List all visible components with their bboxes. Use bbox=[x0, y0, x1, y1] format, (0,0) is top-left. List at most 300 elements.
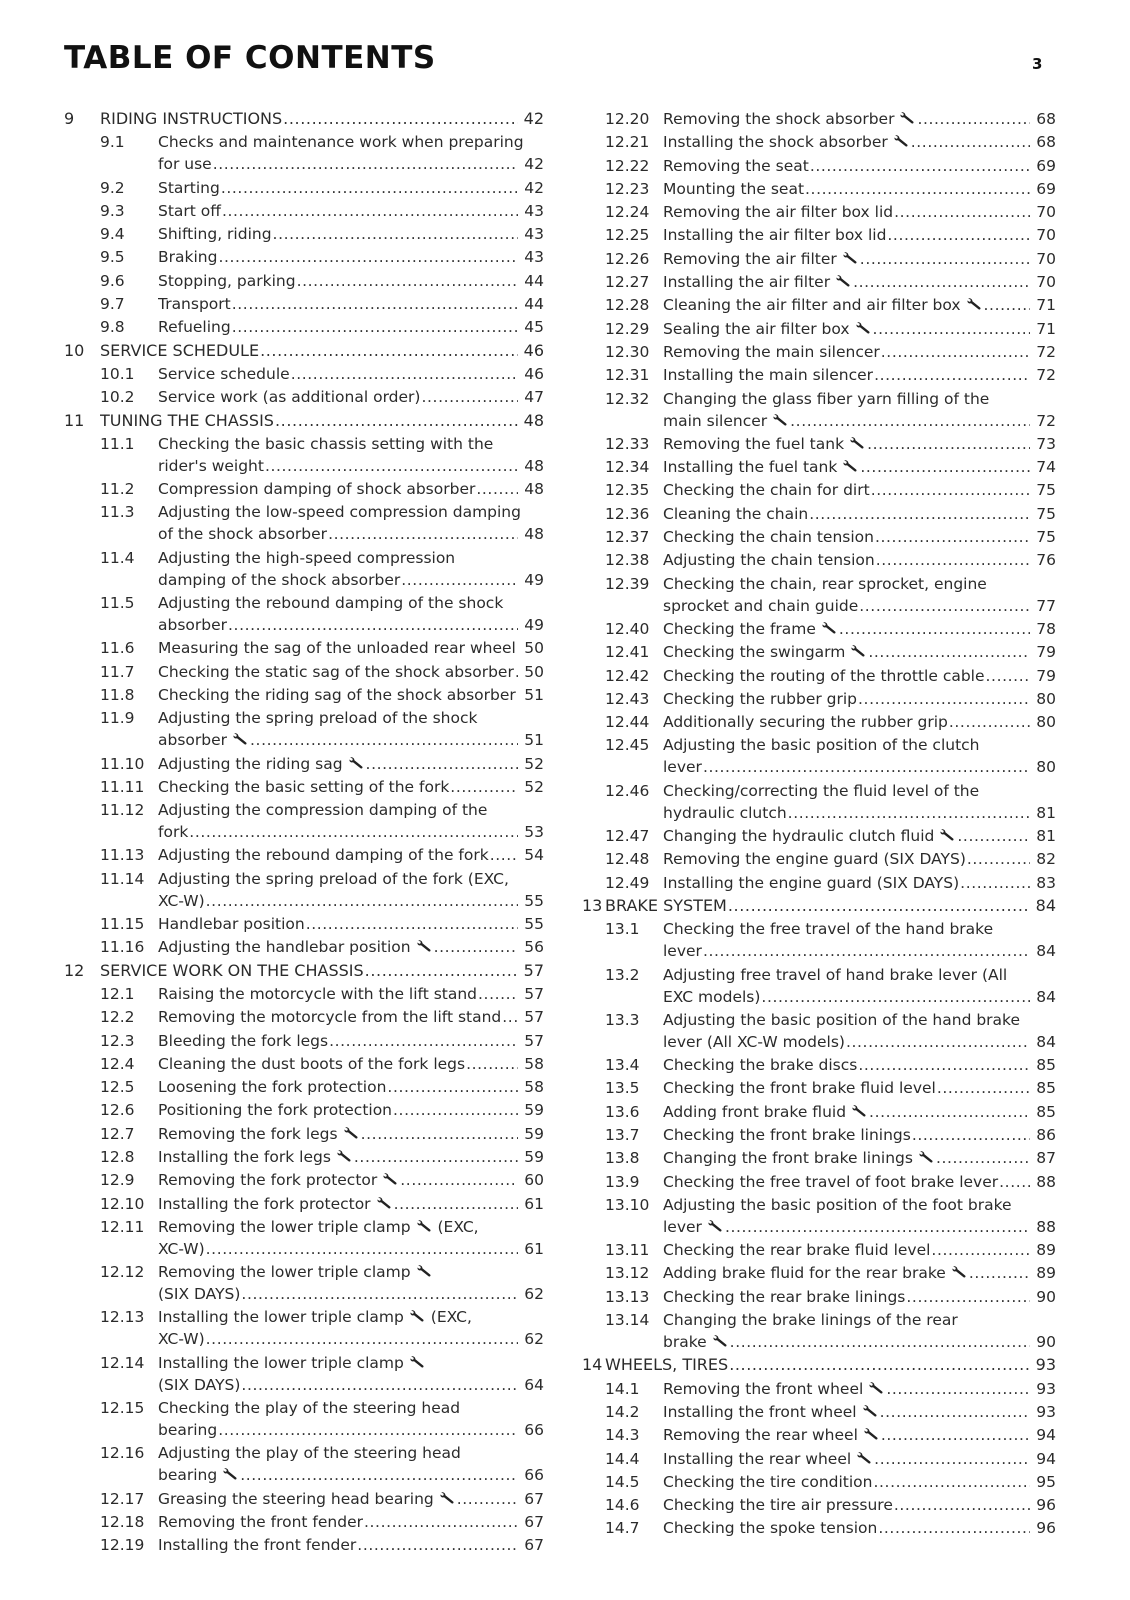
entry-number: 11.7 bbox=[100, 662, 135, 681]
toc-entry[interactable] bbox=[582, 872, 1056, 894]
entry-number: 14.3 bbox=[605, 1426, 640, 1445]
wrench-icon bbox=[835, 274, 852, 288]
toc-entry[interactable] bbox=[582, 178, 1056, 200]
entry-text: Cleaning the air filter and air filter box bbox=[663, 296, 961, 315]
entry-text: Installing the shock absorber bbox=[663, 133, 888, 152]
entry-page: 83 bbox=[1036, 873, 1056, 892]
entry-text: Adjusting the handlebar position bbox=[158, 938, 411, 957]
entry-number: 12.42 bbox=[605, 666, 650, 685]
entry-text: EXC models) bbox=[663, 987, 761, 1006]
toc-entry[interactable] bbox=[582, 294, 1056, 316]
entry-page: 42 bbox=[524, 155, 544, 174]
toc-entry[interactable] bbox=[582, 131, 1056, 153]
toc-entry[interactable] bbox=[582, 108, 1056, 130]
entry-text: WHEELS, TIRES bbox=[605, 1355, 729, 1375]
toc-entry[interactable] bbox=[582, 1286, 1056, 1308]
wrench-icon bbox=[772, 413, 789, 427]
entry-page: 79 bbox=[1036, 643, 1056, 662]
toc-entry[interactable] bbox=[64, 246, 544, 268]
dot-leader bbox=[860, 456, 1030, 478]
entry-text: Starting bbox=[158, 178, 220, 197]
dot-leader bbox=[515, 661, 518, 683]
toc-entry[interactable] bbox=[64, 799, 544, 843]
toc-entry[interactable] bbox=[64, 1511, 544, 1533]
toc-entry[interactable] bbox=[64, 592, 544, 636]
dot-leader bbox=[937, 1077, 1030, 1099]
toc-section[interactable] bbox=[64, 410, 544, 432]
entry-number: 12.8 bbox=[100, 1147, 135, 1166]
entry-page: 89 bbox=[1036, 1264, 1056, 1283]
wrench-icon bbox=[348, 756, 365, 770]
toc-section[interactable] bbox=[582, 895, 1056, 917]
toc-entry[interactable] bbox=[64, 1076, 544, 1098]
entry-text: Adjusting the basic position of the clutch bbox=[663, 736, 980, 755]
toc-entry[interactable] bbox=[64, 1442, 544, 1486]
toc-entry[interactable] bbox=[582, 688, 1056, 710]
toc-entry[interactable] bbox=[582, 618, 1056, 640]
toc-entry[interactable] bbox=[582, 1401, 1056, 1423]
toc-entry[interactable] bbox=[64, 363, 544, 385]
toc-entry[interactable] bbox=[582, 711, 1056, 733]
toc-entry[interactable] bbox=[64, 547, 544, 591]
entry-page: 45 bbox=[524, 318, 544, 337]
entry-text: Checking the tire air pressure bbox=[663, 1496, 893, 1515]
entry-text: Adding brake fluid for the rear brake bbox=[663, 1264, 946, 1283]
entry-number: 12 bbox=[64, 960, 85, 980]
toc-entry[interactable] bbox=[64, 684, 544, 706]
toc-entry[interactable] bbox=[582, 503, 1056, 525]
dot-leader bbox=[949, 711, 1030, 733]
entry-number: 9.1 bbox=[100, 133, 125, 152]
toc-entry[interactable] bbox=[64, 200, 544, 222]
toc-entry[interactable] bbox=[64, 776, 544, 798]
dot-leader bbox=[881, 1424, 1030, 1446]
toc-entry[interactable] bbox=[64, 501, 544, 545]
dot-leader bbox=[364, 1511, 518, 1533]
entry-number: 13.4 bbox=[605, 1056, 640, 1075]
entry-text: of the shock absorber bbox=[158, 525, 328, 544]
toc-entry[interactable] bbox=[582, 1471, 1056, 1493]
entry-text: Checking the chain tension bbox=[663, 528, 874, 547]
dot-leader bbox=[478, 983, 518, 1005]
entry-text: Removing the lower triple clamp bbox=[158, 1217, 411, 1236]
toc-entry[interactable] bbox=[64, 1030, 544, 1052]
entry-number: 12.6 bbox=[100, 1101, 135, 1120]
toc-entry[interactable] bbox=[582, 734, 1056, 778]
entry-page: 84 bbox=[1035, 895, 1056, 915]
entry-number: 14.6 bbox=[605, 1496, 640, 1515]
dot-leader bbox=[858, 688, 1030, 710]
dot-leader bbox=[839, 618, 1030, 640]
entry-number: 12.36 bbox=[605, 504, 650, 523]
entry-text: Checking the spoke tension bbox=[663, 1519, 878, 1538]
dot-leader bbox=[434, 936, 518, 958]
dot-leader bbox=[960, 872, 1030, 894]
entry-page: 80 bbox=[1036, 758, 1056, 777]
entry-number: 14.1 bbox=[605, 1379, 640, 1398]
toc-entry[interactable] bbox=[582, 1101, 1056, 1123]
dot-leader bbox=[206, 1238, 518, 1260]
dot-leader bbox=[291, 363, 518, 385]
entry-number: 14.2 bbox=[605, 1402, 640, 1421]
toc-section[interactable] bbox=[64, 340, 544, 362]
toc-entry[interactable] bbox=[582, 271, 1056, 293]
toc-entry[interactable] bbox=[64, 1193, 544, 1215]
entry-page: 93 bbox=[1036, 1379, 1056, 1398]
entry-number: 11.2 bbox=[100, 480, 135, 499]
toc-entry[interactable] bbox=[64, 637, 544, 659]
toc-entry[interactable] bbox=[64, 707, 544, 751]
wrench-icon bbox=[382, 1172, 399, 1186]
entry-text: Checking the tire condition bbox=[663, 1472, 873, 1491]
entry-text: Checking/correcting the fluid level of the bbox=[663, 781, 980, 800]
entry-page: 57 bbox=[524, 1031, 544, 1050]
dot-leader bbox=[871, 479, 1030, 501]
toc-entry[interactable] bbox=[582, 364, 1056, 386]
dot-leader bbox=[365, 960, 518, 982]
toc-entry[interactable] bbox=[64, 1261, 544, 1305]
toc-entry[interactable] bbox=[582, 479, 1056, 501]
toc-entry[interactable] bbox=[582, 224, 1056, 246]
entry-number: 12.41 bbox=[605, 643, 650, 662]
entry-text: Checking the front brake fluid level bbox=[663, 1079, 936, 1098]
toc-entry[interactable] bbox=[64, 1534, 544, 1556]
toc-entry[interactable] bbox=[64, 936, 544, 958]
entry-number: 12.18 bbox=[100, 1512, 145, 1531]
entry-page: 68 bbox=[1036, 110, 1056, 128]
toc-entry[interactable] bbox=[582, 433, 1056, 455]
toc-entry[interactable] bbox=[64, 131, 544, 175]
entry-number: 12.28 bbox=[605, 296, 650, 315]
toc-entry[interactable] bbox=[64, 844, 544, 866]
entry-text: for use bbox=[158, 155, 212, 174]
entry-text: Removing the air filter box lid bbox=[663, 203, 894, 222]
toc-entry[interactable] bbox=[64, 1006, 544, 1028]
dot-leader bbox=[394, 1193, 518, 1215]
toc-entry[interactable] bbox=[582, 1262, 1056, 1284]
dot-leader bbox=[858, 1054, 1030, 1076]
entry-text: Stopping, parking bbox=[158, 271, 296, 290]
toc-entry[interactable] bbox=[64, 1123, 544, 1145]
toc-entry[interactable] bbox=[64, 1306, 544, 1350]
entry-text: Installing the front wheel bbox=[663, 1402, 857, 1421]
toc-entry[interactable] bbox=[582, 780, 1056, 824]
entry-text: Shifting, riding bbox=[158, 225, 272, 244]
entry-number: 9.2 bbox=[100, 178, 125, 197]
dot-leader bbox=[969, 1262, 1030, 1284]
toc-entry[interactable] bbox=[582, 1378, 1056, 1400]
entry-text: (EXC, bbox=[437, 1217, 479, 1236]
toc-section[interactable] bbox=[64, 960, 544, 982]
wrench-icon bbox=[868, 1381, 885, 1395]
entry-page: 46 bbox=[523, 340, 544, 360]
dot-leader bbox=[917, 108, 1030, 130]
entry-number: 14.4 bbox=[605, 1449, 640, 1468]
entry-number: 12.14 bbox=[100, 1353, 145, 1372]
toc-entry[interactable] bbox=[64, 177, 544, 199]
toc-entry[interactable] bbox=[582, 155, 1056, 177]
entry-page: 57 bbox=[524, 1008, 544, 1027]
toc-entry[interactable] bbox=[582, 1448, 1056, 1470]
entry-page: 44 bbox=[524, 271, 544, 290]
entry-number: 12.34 bbox=[605, 458, 650, 477]
dot-leader bbox=[502, 1006, 518, 1028]
wrench-icon bbox=[842, 251, 859, 265]
toc-entry[interactable] bbox=[582, 549, 1056, 571]
toc-entry[interactable] bbox=[582, 201, 1056, 223]
toc-entry[interactable] bbox=[582, 456, 1056, 478]
dot-leader bbox=[790, 410, 1030, 432]
entry-number: 12.45 bbox=[605, 736, 650, 755]
entry-page: 70 bbox=[1036, 273, 1056, 292]
toc-entry[interactable] bbox=[582, 248, 1056, 270]
entry-page: 53 bbox=[524, 823, 544, 842]
entry-text: Removing the fork legs bbox=[158, 1124, 338, 1143]
entry-text: Adjusting the chain tension bbox=[663, 551, 875, 570]
entry-number: 13.8 bbox=[605, 1149, 640, 1168]
toc-entry[interactable] bbox=[582, 665, 1056, 687]
entry-page: 62 bbox=[524, 1285, 544, 1304]
entry-page: 49 bbox=[524, 570, 544, 589]
toc-entry[interactable] bbox=[582, 1239, 1056, 1261]
dot-leader bbox=[810, 155, 1030, 177]
entry-number: 12.22 bbox=[605, 156, 650, 175]
toc-entry[interactable] bbox=[582, 1077, 1056, 1099]
entry-page: 96 bbox=[1036, 1496, 1056, 1515]
toc-entry[interactable] bbox=[582, 1517, 1056, 1539]
toc-entry[interactable] bbox=[64, 386, 544, 408]
entry-page: 96 bbox=[1036, 1519, 1056, 1538]
entry-page: 72 bbox=[1036, 411, 1056, 430]
dot-leader bbox=[957, 825, 1030, 847]
toc-entry[interactable] bbox=[64, 983, 544, 1005]
entry-text: Sealing the air filter box bbox=[663, 319, 850, 338]
entry-text: absorber bbox=[158, 616, 228, 635]
entry-text: Adjusting the play of the steering head bbox=[158, 1444, 461, 1463]
toc-entry[interactable] bbox=[64, 1397, 544, 1441]
dot-leader bbox=[788, 802, 1030, 824]
entry-page: 54 bbox=[524, 846, 544, 865]
entry-text: Checking the riding sag of the shock absorber bbox=[158, 685, 516, 704]
entry-number: 12.40 bbox=[605, 619, 650, 638]
entry-text: Removing the front wheel bbox=[663, 1379, 864, 1398]
entry-page: 72 bbox=[1036, 342, 1056, 361]
entry-number: 13.5 bbox=[605, 1079, 640, 1098]
entry-text: Removing the fork protector bbox=[158, 1171, 378, 1190]
entry-page: 66 bbox=[524, 1421, 544, 1440]
dot-leader bbox=[222, 200, 518, 222]
entry-page: 59 bbox=[524, 1101, 544, 1120]
dot-leader bbox=[275, 410, 518, 432]
dot-leader bbox=[476, 478, 518, 500]
dot-leader bbox=[450, 776, 518, 798]
entry-text: Refueling bbox=[158, 318, 231, 337]
toc-entry[interactable] bbox=[64, 1488, 544, 1510]
toc-section[interactable] bbox=[64, 108, 544, 130]
toc-entry[interactable] bbox=[64, 270, 544, 292]
entry-text: Changing the glass fiber yarn filling of the bbox=[663, 389, 990, 408]
dot-leader bbox=[703, 940, 1030, 962]
entry-page: 55 bbox=[524, 915, 544, 934]
dot-leader bbox=[860, 248, 1030, 270]
dot-leader bbox=[846, 1031, 1030, 1053]
toc-entry[interactable] bbox=[64, 433, 544, 477]
dot-leader bbox=[218, 1419, 518, 1441]
toc-entry[interactable] bbox=[64, 1216, 544, 1260]
entry-number: 11.13 bbox=[100, 846, 145, 865]
toc-entry[interactable] bbox=[64, 1099, 544, 1121]
entry-page: 74 bbox=[1036, 458, 1056, 477]
toc-entry[interactable] bbox=[582, 341, 1056, 363]
entry-page: 67 bbox=[524, 1536, 544, 1555]
dot-leader bbox=[393, 1099, 518, 1121]
entry-number: 10.1 bbox=[100, 364, 135, 383]
dot-leader bbox=[931, 1239, 1030, 1261]
entry-number: 14.7 bbox=[605, 1519, 640, 1538]
toc-entry[interactable] bbox=[64, 223, 544, 245]
toc-entry[interactable] bbox=[582, 1054, 1056, 1076]
wrench-icon bbox=[893, 134, 910, 148]
toc-entry[interactable] bbox=[582, 848, 1056, 870]
entry-text: Removing the fuel tank bbox=[663, 434, 845, 453]
entry-page: 48 bbox=[524, 525, 544, 544]
toc-entry[interactable] bbox=[64, 316, 544, 338]
toc-entry[interactable] bbox=[582, 573, 1056, 617]
dot-leader bbox=[725, 1216, 1030, 1238]
dot-leader bbox=[703, 756, 1030, 778]
entry-number: 10.2 bbox=[100, 388, 135, 407]
dot-leader bbox=[265, 455, 518, 477]
entry-number: 11.5 bbox=[100, 594, 135, 613]
entry-number: 11.15 bbox=[100, 915, 145, 934]
wrench-icon bbox=[712, 1334, 729, 1348]
entry-text: Braking bbox=[158, 248, 218, 267]
wrench-icon bbox=[232, 732, 249, 746]
entry-number: 9.4 bbox=[100, 225, 125, 244]
dot-leader bbox=[887, 224, 1030, 246]
toc-entry[interactable] bbox=[64, 661, 544, 683]
entry-text: Checking the free travel of foot brake lever bbox=[663, 1172, 999, 1191]
toc-entry[interactable] bbox=[582, 1494, 1056, 1516]
entry-number: 9.6 bbox=[100, 271, 125, 290]
toc-entry[interactable] bbox=[64, 478, 544, 500]
entry-page: 50 bbox=[524, 639, 544, 658]
dot-leader bbox=[868, 641, 1030, 663]
entry-page: 70 bbox=[1036, 249, 1056, 268]
toc-section[interactable] bbox=[582, 1354, 1056, 1376]
entry-number: 12.31 bbox=[605, 366, 650, 385]
entry-page: 42 bbox=[524, 178, 544, 197]
entry-number: 12.23 bbox=[605, 179, 650, 198]
dot-leader bbox=[876, 549, 1030, 571]
toc-entry[interactable] bbox=[582, 825, 1056, 847]
wrench-icon bbox=[849, 436, 866, 450]
entry-page: 84 bbox=[1036, 942, 1056, 961]
entry-number: 12.3 bbox=[100, 1031, 135, 1050]
entry-number: 12.38 bbox=[605, 551, 650, 570]
dot-leader bbox=[874, 1448, 1030, 1470]
entry-number: 12.21 bbox=[605, 133, 650, 152]
entry-number: 11.16 bbox=[100, 938, 145, 957]
entry-page: 51 bbox=[524, 685, 544, 704]
toc-entry[interactable] bbox=[582, 1424, 1056, 1446]
toc-entry[interactable] bbox=[582, 1009, 1056, 1053]
dot-leader bbox=[517, 637, 518, 659]
toc-entry[interactable] bbox=[582, 1309, 1056, 1353]
entry-text: Installing the fork legs bbox=[158, 1147, 331, 1166]
toc-entry[interactable] bbox=[582, 318, 1056, 340]
toc-entry[interactable] bbox=[64, 1169, 544, 1191]
entry-text: Checking the rubber grip bbox=[663, 689, 858, 708]
toc-entry[interactable] bbox=[64, 753, 544, 775]
entry-text: lever bbox=[663, 942, 702, 961]
entry-number: 12.19 bbox=[100, 1536, 145, 1555]
toc-entry[interactable] bbox=[582, 1171, 1056, 1193]
entry-number: 11.1 bbox=[100, 434, 135, 453]
toc-entry[interactable] bbox=[582, 526, 1056, 548]
entry-text: Adjusting the high-speed compression bbox=[158, 548, 456, 567]
wrench-icon bbox=[376, 1196, 393, 1210]
entry-text: Compression damping of shock absorber bbox=[158, 480, 476, 499]
toc-entry[interactable] bbox=[582, 918, 1056, 962]
entry-page: 47 bbox=[524, 388, 544, 407]
page-number: 3 bbox=[1032, 55, 1043, 73]
wrench-icon bbox=[855, 321, 872, 335]
entry-number: 12.33 bbox=[605, 434, 650, 453]
entry-page: 61 bbox=[524, 1239, 544, 1258]
toc-entry[interactable] bbox=[64, 293, 544, 315]
entry-page: 84 bbox=[1036, 1032, 1056, 1051]
entry-number: 10 bbox=[64, 340, 85, 360]
toc-entry[interactable] bbox=[64, 913, 544, 935]
entry-number: 9 bbox=[64, 109, 75, 128]
dot-leader bbox=[853, 271, 1030, 293]
entry-text: Installing the front fender bbox=[158, 1536, 357, 1555]
toc-entry[interactable] bbox=[582, 1124, 1056, 1146]
toc-entry[interactable] bbox=[582, 1194, 1056, 1238]
toc-entry[interactable] bbox=[64, 1146, 544, 1168]
entry-number: 11.3 bbox=[100, 503, 135, 522]
entry-text: Installing the fork protector bbox=[158, 1194, 371, 1213]
wrench-icon bbox=[821, 621, 838, 635]
entry-text: Removing the rear wheel bbox=[663, 1426, 858, 1445]
entry-text: (SIX DAYS) bbox=[158, 1285, 241, 1304]
toc-entry[interactable] bbox=[64, 1053, 544, 1075]
toc-entry[interactable] bbox=[582, 1147, 1056, 1169]
dot-leader bbox=[805, 178, 1030, 200]
entry-number: 12.15 bbox=[100, 1399, 145, 1418]
dot-leader bbox=[728, 895, 1030, 917]
entry-text: Removing the main silencer bbox=[663, 342, 880, 361]
dot-leader bbox=[886, 1378, 1030, 1400]
toc-entry[interactable] bbox=[64, 1352, 544, 1396]
entry-text: Raising the motorcycle with the lift stand bbox=[158, 984, 478, 1003]
entry-page: 90 bbox=[1036, 1333, 1056, 1352]
entry-page: 56 bbox=[524, 938, 544, 957]
entry-page: 77 bbox=[1036, 596, 1056, 615]
dot-leader bbox=[730, 1331, 1030, 1353]
entry-text: Adding front brake fluid bbox=[663, 1102, 847, 1121]
entry-number: 11.12 bbox=[100, 801, 145, 820]
entry-text: Checking the rear brake fluid level bbox=[663, 1241, 931, 1260]
toc-entry[interactable] bbox=[582, 641, 1056, 663]
toc-entry[interactable] bbox=[64, 868, 544, 912]
toc-entry[interactable] bbox=[582, 964, 1056, 1008]
entry-page: 85 bbox=[1036, 1102, 1056, 1121]
dot-leader bbox=[206, 890, 518, 912]
dot-leader bbox=[357, 1534, 518, 1556]
toc-entry[interactable] bbox=[582, 388, 1056, 432]
